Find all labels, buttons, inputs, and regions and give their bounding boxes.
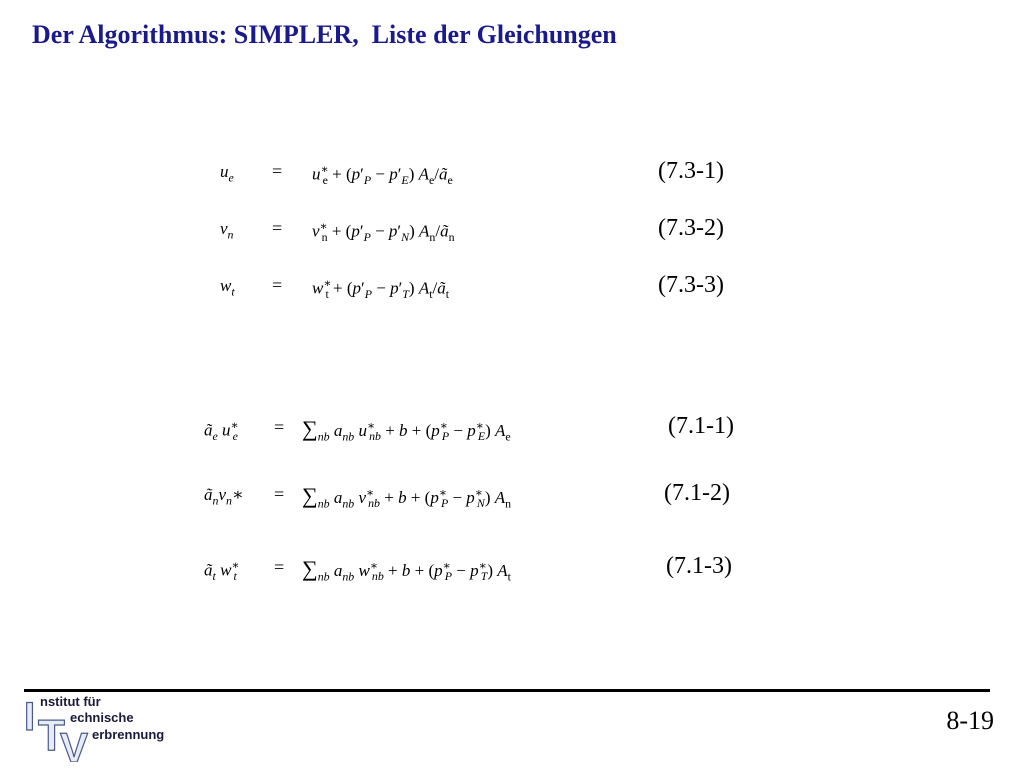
equation-lhs: $w_t$ xyxy=(220,276,235,299)
logo-line-1: nstitut für xyxy=(40,694,101,709)
logo-line-3: erbrennung xyxy=(92,727,165,742)
equals-sign: = xyxy=(274,484,285,504)
logo-letter-v: V xyxy=(60,724,89,762)
equation-rhs: $w^∗_t + (p'_P - p'_T)$ $A_t/ã_t$ xyxy=(312,276,450,302)
equation-row xyxy=(0,475,1024,515)
equation-row xyxy=(0,267,1024,307)
equation-lhs: $ã_e$ $u^∗_e$ xyxy=(204,418,239,444)
equation-lhs: $ã_t$ $w^∗_t$ xyxy=(204,558,240,584)
equals-sign: = xyxy=(274,557,285,577)
equation-lhs: $v_n$ xyxy=(220,219,234,242)
equation-number: (7.3-2) xyxy=(658,215,724,241)
page-number: 8-19 xyxy=(946,706,994,735)
equation-number: (7.3-3) xyxy=(658,272,724,298)
equation-number: (7.1-1) xyxy=(668,413,734,439)
institute-logo xyxy=(22,692,202,762)
equation-number: (7.1-3) xyxy=(666,553,732,579)
equation-lhs: $ã_nv_n∗$ xyxy=(204,485,244,508)
equation-number: (7.1-2) xyxy=(664,480,730,506)
slide-title: Der Algorithmus: SIMPLER, Liste der Gleichungen xyxy=(32,20,617,49)
equation-row xyxy=(0,548,1024,588)
equation-row xyxy=(0,408,1024,448)
equation-rhs: $v^∗_n + (p'_P - p'_N)$ $A_n/ã_n$ xyxy=(312,219,455,245)
equation-row xyxy=(0,210,1024,250)
equation-rhs: $\sum_{nb}$ $a_{nb}$ $u^∗_{nb} + b + (p^∗_P - p^∗_E)$ $A_e$ xyxy=(302,416,511,444)
logo-letter-i: I xyxy=(24,695,36,739)
logo-letter-t: T xyxy=(38,711,65,760)
equation-number: (7.3-1) xyxy=(658,158,724,184)
equation-rhs: $u^∗_e + (p'_P - p'_E)$ $A_e/ã_e$ xyxy=(312,162,453,188)
equation-lhs: $u_e$ xyxy=(220,162,234,185)
equals-sign: = xyxy=(272,275,283,295)
equals-sign: = xyxy=(272,218,283,238)
equals-sign: = xyxy=(272,161,283,181)
equals-sign: = xyxy=(274,417,285,437)
logo-line-2: echnische xyxy=(70,710,134,725)
equation-row xyxy=(0,153,1024,193)
equation-rhs: $\sum_{nb}$ $a_{nb}$ $v^∗_{nb} + b + (p^∗_P - p^∗_N)$ $A_n$ xyxy=(302,483,512,511)
equation-rhs: $\sum_{nb}$ $a_{nb}$ $w^∗_{nb} + b + (p^∗_P - p^∗_T)$ $A_t$ xyxy=(302,556,511,584)
